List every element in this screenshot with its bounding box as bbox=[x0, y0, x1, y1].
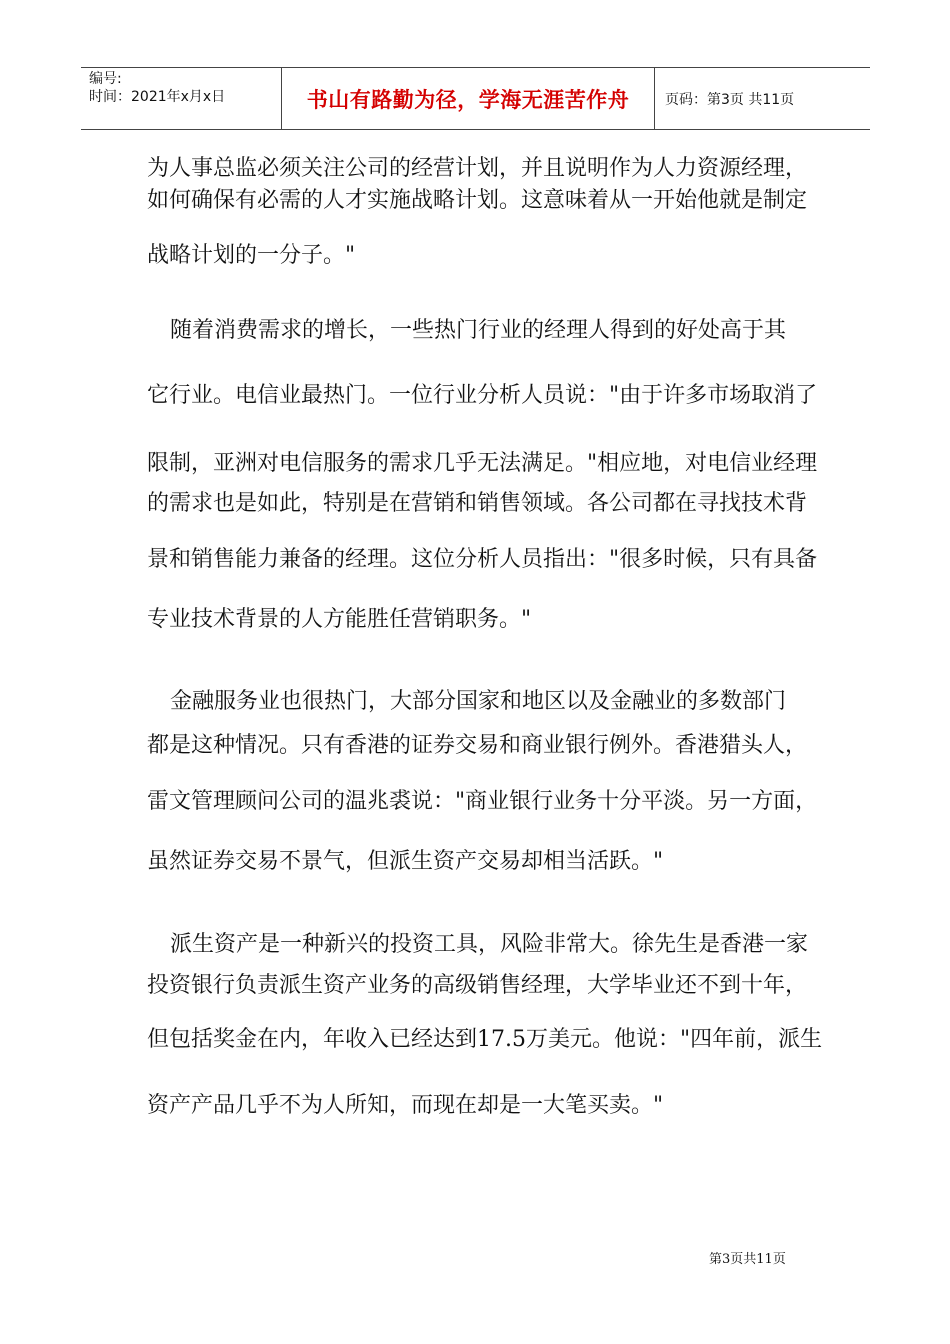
body-line: 为人事总监必须关注公司的经营计划，并且说明作为人力资源经理， bbox=[147, 156, 808, 181]
footer-page-number: 第3页共11页 bbox=[709, 1252, 786, 1267]
body-line: 雷文管理顾问公司的温兆裘说："商业银行业务十分平淡。另一方面， bbox=[147, 789, 818, 814]
paragraph-start-line: 派生资产是一种新兴的投资工具，风险非常大。徐先生是香港一家 bbox=[170, 932, 809, 957]
body-line: 专业技术背景的人方能胜任营销职务。" bbox=[147, 607, 532, 632]
body-line: 虽然证券交易不景气，但派生资产交易却相当活跃。" bbox=[147, 849, 664, 874]
body-line: 都是这种情况。只有香港的证券交易和商业银行例外。香港猎头人， bbox=[147, 733, 808, 758]
body-line: 但包括奖金在内，年收入已经达到17.5万美元。他说："四年前，派生 bbox=[147, 1027, 823, 1052]
body-line: 的需求也是如此，特别是在营销和销售领域。各公司都在寻找技术背 bbox=[147, 491, 808, 516]
page-header bbox=[81, 67, 870, 130]
body-line: 限制，亚洲对电信服务的需求几乎无法满足。"相应地，对电信业经理 bbox=[147, 451, 818, 476]
paragraph-start-line: 随着消费需求的增长，一些热门行业的经理人得到的好处高于其 bbox=[170, 318, 787, 343]
body-line: 如何确保有必需的人才实施战略计划。这意味着从一开始他就是制定 bbox=[147, 188, 808, 213]
body-line: 战略计划的一分子。" bbox=[147, 243, 356, 268]
body-line: 投资银行负责派生资产业务的高级销售经理，大学毕业还不到十年， bbox=[147, 973, 808, 998]
body-line: 资产产品几乎不为人所知，而现在却是一大笔买卖。" bbox=[147, 1093, 664, 1118]
header-motto: 书山有路勤为径，学海无涯苦作舟 bbox=[281, 68, 655, 129]
date-label: 时间：2021年x月x日 bbox=[89, 89, 226, 105]
body-line: 它行业。电信业最热门。一位行业分析人员说："由于许多市场取消了 bbox=[147, 383, 818, 408]
header-meta bbox=[81, 68, 281, 129]
header-page-number: 页码：第3页 共11页 bbox=[665, 91, 795, 108]
body-line: 景和销售能力兼备的经理。这位分析人员指出："很多时候，只有具备 bbox=[147, 547, 818, 572]
paragraph-start-line: 金融服务业也很热门，大部分国家和地区以及金融业的多数部门 bbox=[170, 689, 787, 714]
serial-number-label: 编号: bbox=[89, 71, 122, 87]
